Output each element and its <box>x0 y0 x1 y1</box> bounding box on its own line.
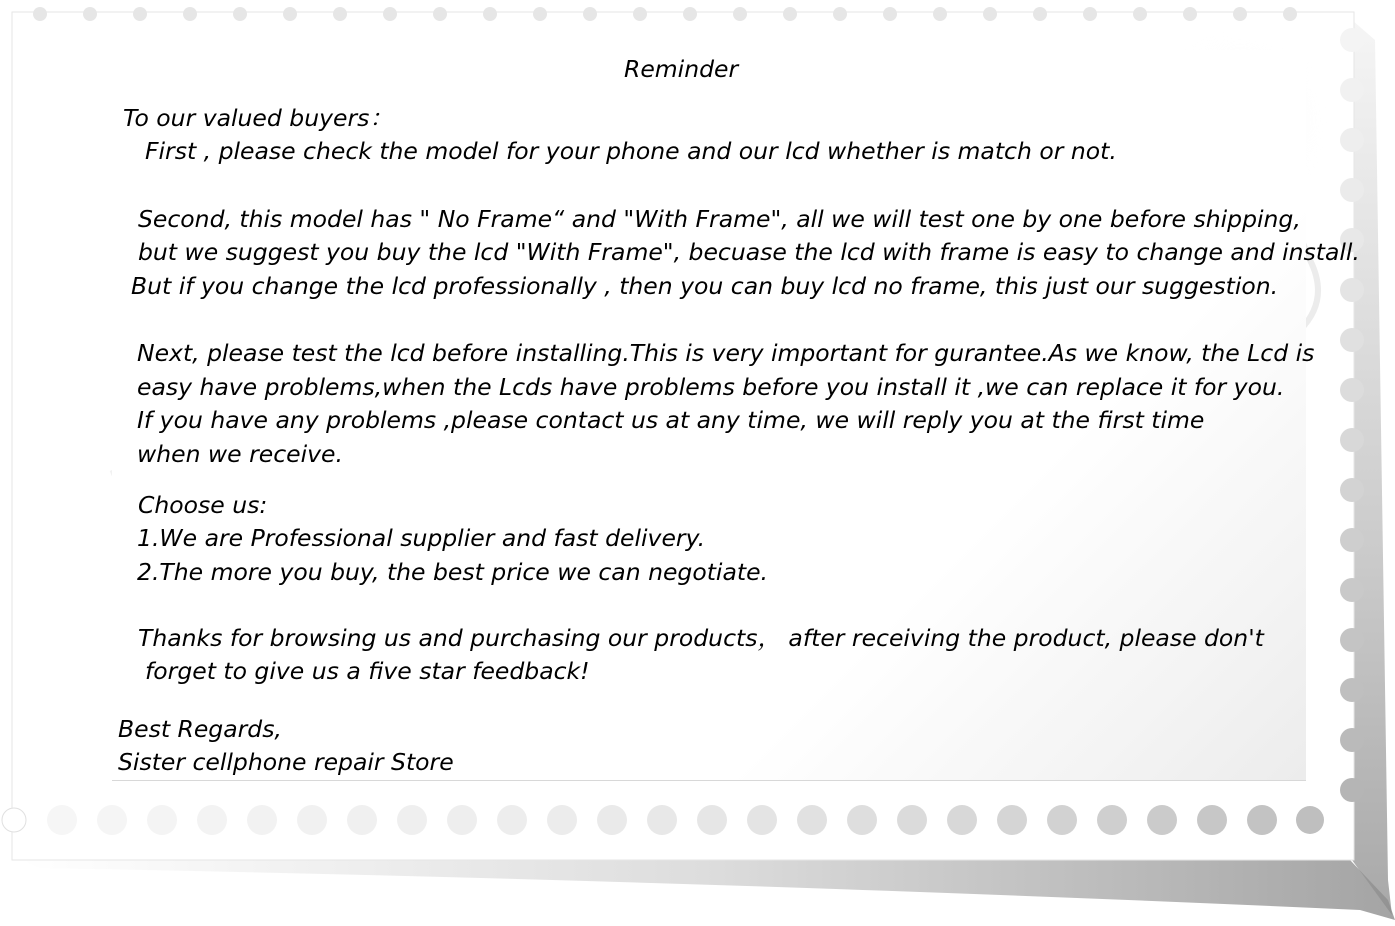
paragraph-next-line-1: Next, please test the lcd before installing.This is very important for gurantee.As we know, the Lcd is <box>137 339 1315 367</box>
paragraph-next-line-4: when we receive. <box>137 440 343 468</box>
bottom-shadow <box>20 860 1395 920</box>
closing-store-name: Sister cellphone repair Store <box>118 748 454 776</box>
paragraph-first-line: First , please check the model for your phone and our lcd whether is match or not. <box>145 137 1117 165</box>
choose-us-item-2: 2.The more you buy, the best price we can negotiate. <box>137 558 769 586</box>
letter-title: Reminder <box>624 55 739 83</box>
thanks-line-1: Thanks for browsing us and purchasing our products， after receiving the product, please don't <box>138 624 1264 652</box>
choose-us-heading: Choose us: <box>138 491 268 519</box>
paragraph-second-line-2: but we suggest you buy the lcd "With Frame", becuase the lcd with frame is easy to change and install. <box>138 238 1360 266</box>
greeting: To our valued buyers： <box>123 104 393 132</box>
paragraph-next-line-2: easy have problems,when the Lcds have problems before you install it ,we can replace it for you. <box>137 373 1285 401</box>
choose-us-item-1: 1.We are Professional supplier and fast delivery. <box>137 524 706 552</box>
paragraph-second-line-1: Second, this model has " No Frame“ and "With Frame", all we will test one by one before shipping, <box>138 205 1301 233</box>
closing-regards: Best Regards, <box>118 715 282 743</box>
paragraph-next-line-3: If you have any problems ,please contact us at any time, we will reply you at the first time <box>137 406 1205 434</box>
thanks-line-2: forget to give us a five star feedback! <box>145 657 590 685</box>
paragraph-second-line-3: But if you change the lcd professionally , then you can buy lcd no frame, this just our suggestion. <box>131 272 1279 300</box>
